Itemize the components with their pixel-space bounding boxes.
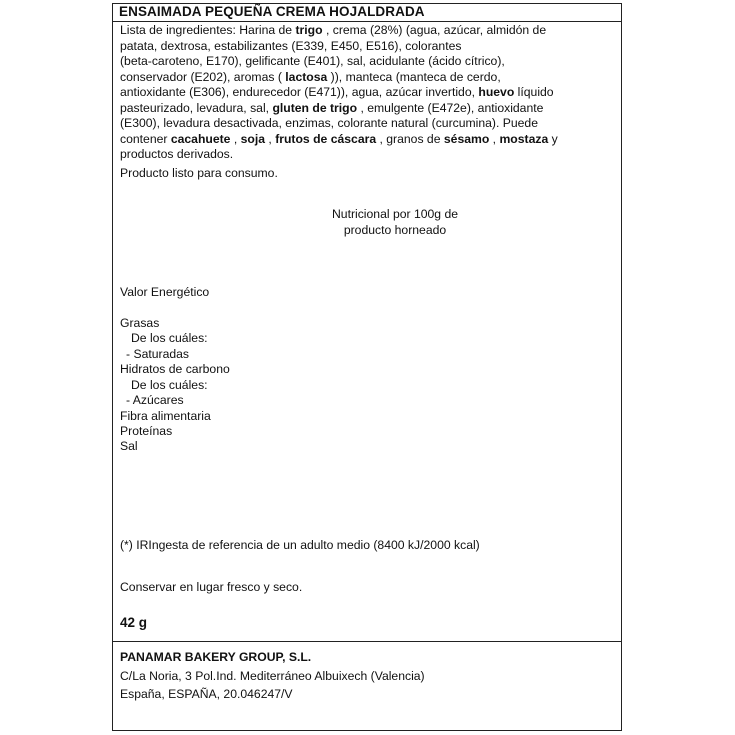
ingredients-line [120, 54, 618, 70]
ingredient-text: , [489, 131, 500, 146]
ingredient-text: , crema (28%) (agua, azúcar, almidón de [322, 23, 547, 37]
nutrition-heading-line1: Nutricional por 100g de [331, 207, 459, 221]
allergen-text: mostaza [499, 131, 549, 146]
ingredients-line [120, 101, 618, 117]
nutrient-name: Proteínas [120, 424, 173, 438]
ingredients-line [120, 132, 618, 148]
ready-to-eat-note: Producto listo para consumo. [120, 166, 278, 180]
ingredients-line [120, 70, 618, 86]
ingredients-line [120, 85, 618, 101]
ingredient-text: , emulgente (E472e), antioxidante [357, 100, 544, 115]
nutrient-name: Sal [120, 439, 138, 453]
title-divider [113, 21, 621, 22]
nutrient-name: Valor Energético [120, 285, 210, 299]
ingredient-text: líquido [514, 85, 554, 99]
nutrient-name: Hidratos de carbono [120, 362, 230, 376]
ingredient-text: patata, dextrosa, estabilizantes (E339, E450, E516), colorantes [120, 38, 462, 53]
storage-instructions: Conservar en lugar fresco y seco. [120, 580, 303, 594]
company-address-line1: C/La Noria, 3 Pol.Ind. Mediterráneo Albuixech (Valencia) [120, 669, 425, 683]
ingredient-text: )), manteca (manteca de cerdo, [327, 69, 501, 84]
ingredients-line [120, 147, 618, 163]
reference-intake-note: (*) IRIngesta de referencia de un adulto medio (8400 kJ/2000 kcal) [120, 538, 480, 552]
ingredient-text: pasteurizado, levadura, sal, [120, 100, 273, 115]
ingredient-text: (beta-caroteno, E170), gelificante (E401), sal, acidulante (ácido cítrico), [120, 54, 505, 68]
nutrient-name: - Saturadas [126, 347, 190, 361]
ingredient-text: conservador (E202), aromas ( [120, 69, 286, 84]
company-address-line2: España, ESPAÑA, 20.046247/V [120, 687, 293, 701]
ingredient-text: , granos de [376, 131, 444, 146]
ingredients-list [120, 23, 618, 163]
nutrient-name: Fibra alimentaria [120, 409, 211, 423]
allergen-text: frutos de cáscara [275, 131, 377, 146]
allergen-text: cacahuete [170, 131, 231, 146]
company-name: PANAMAR BAKERY GROUP, S.L. [120, 650, 312, 664]
product-title: ENSAIMADA PEQUEÑA CREMA HOJALDRADA [119, 4, 425, 19]
nutrient-name: De los cuáles: [131, 378, 208, 392]
net-weight: 42 g [120, 615, 148, 630]
nutrient-name: Grasas [120, 316, 160, 330]
ingredient-text: y [548, 131, 558, 146]
ingredients-line [120, 39, 618, 55]
allergen-text: sésamo [443, 131, 490, 146]
ingredients-line [120, 23, 618, 39]
ingredient-text: , [265, 131, 276, 146]
company-divider [113, 641, 621, 642]
allergen-text: trigo [295, 23, 323, 37]
nutrient-name: - Azúcares [126, 393, 184, 407]
ingredient-text: , [230, 131, 241, 146]
nutrition-heading-line2: producto horneado [343, 222, 447, 237]
allergen-text: huevo [478, 85, 515, 99]
ingredient-text: (E300), levadura desactivada, enzimas, colorante natural (curcumina). Puede [120, 116, 538, 130]
ingredient-text: antioxidante (E306), endurecedor (E471)), agua, azúcar invertido, [120, 85, 479, 99]
ingredient-text: productos derivados. [120, 147, 234, 161]
nutrition-heading [300, 207, 490, 238]
allergen-text: lactosa [285, 69, 328, 84]
ingredient-text: contener [120, 131, 171, 146]
ingredient-text: Lista de ingredientes: Harina de [120, 23, 296, 37]
nutrient-name: De los cuáles: [131, 331, 208, 345]
ingredients-line [120, 116, 618, 132]
allergen-text: gluten de trigo [272, 100, 358, 115]
allergen-text: soja [240, 131, 266, 146]
